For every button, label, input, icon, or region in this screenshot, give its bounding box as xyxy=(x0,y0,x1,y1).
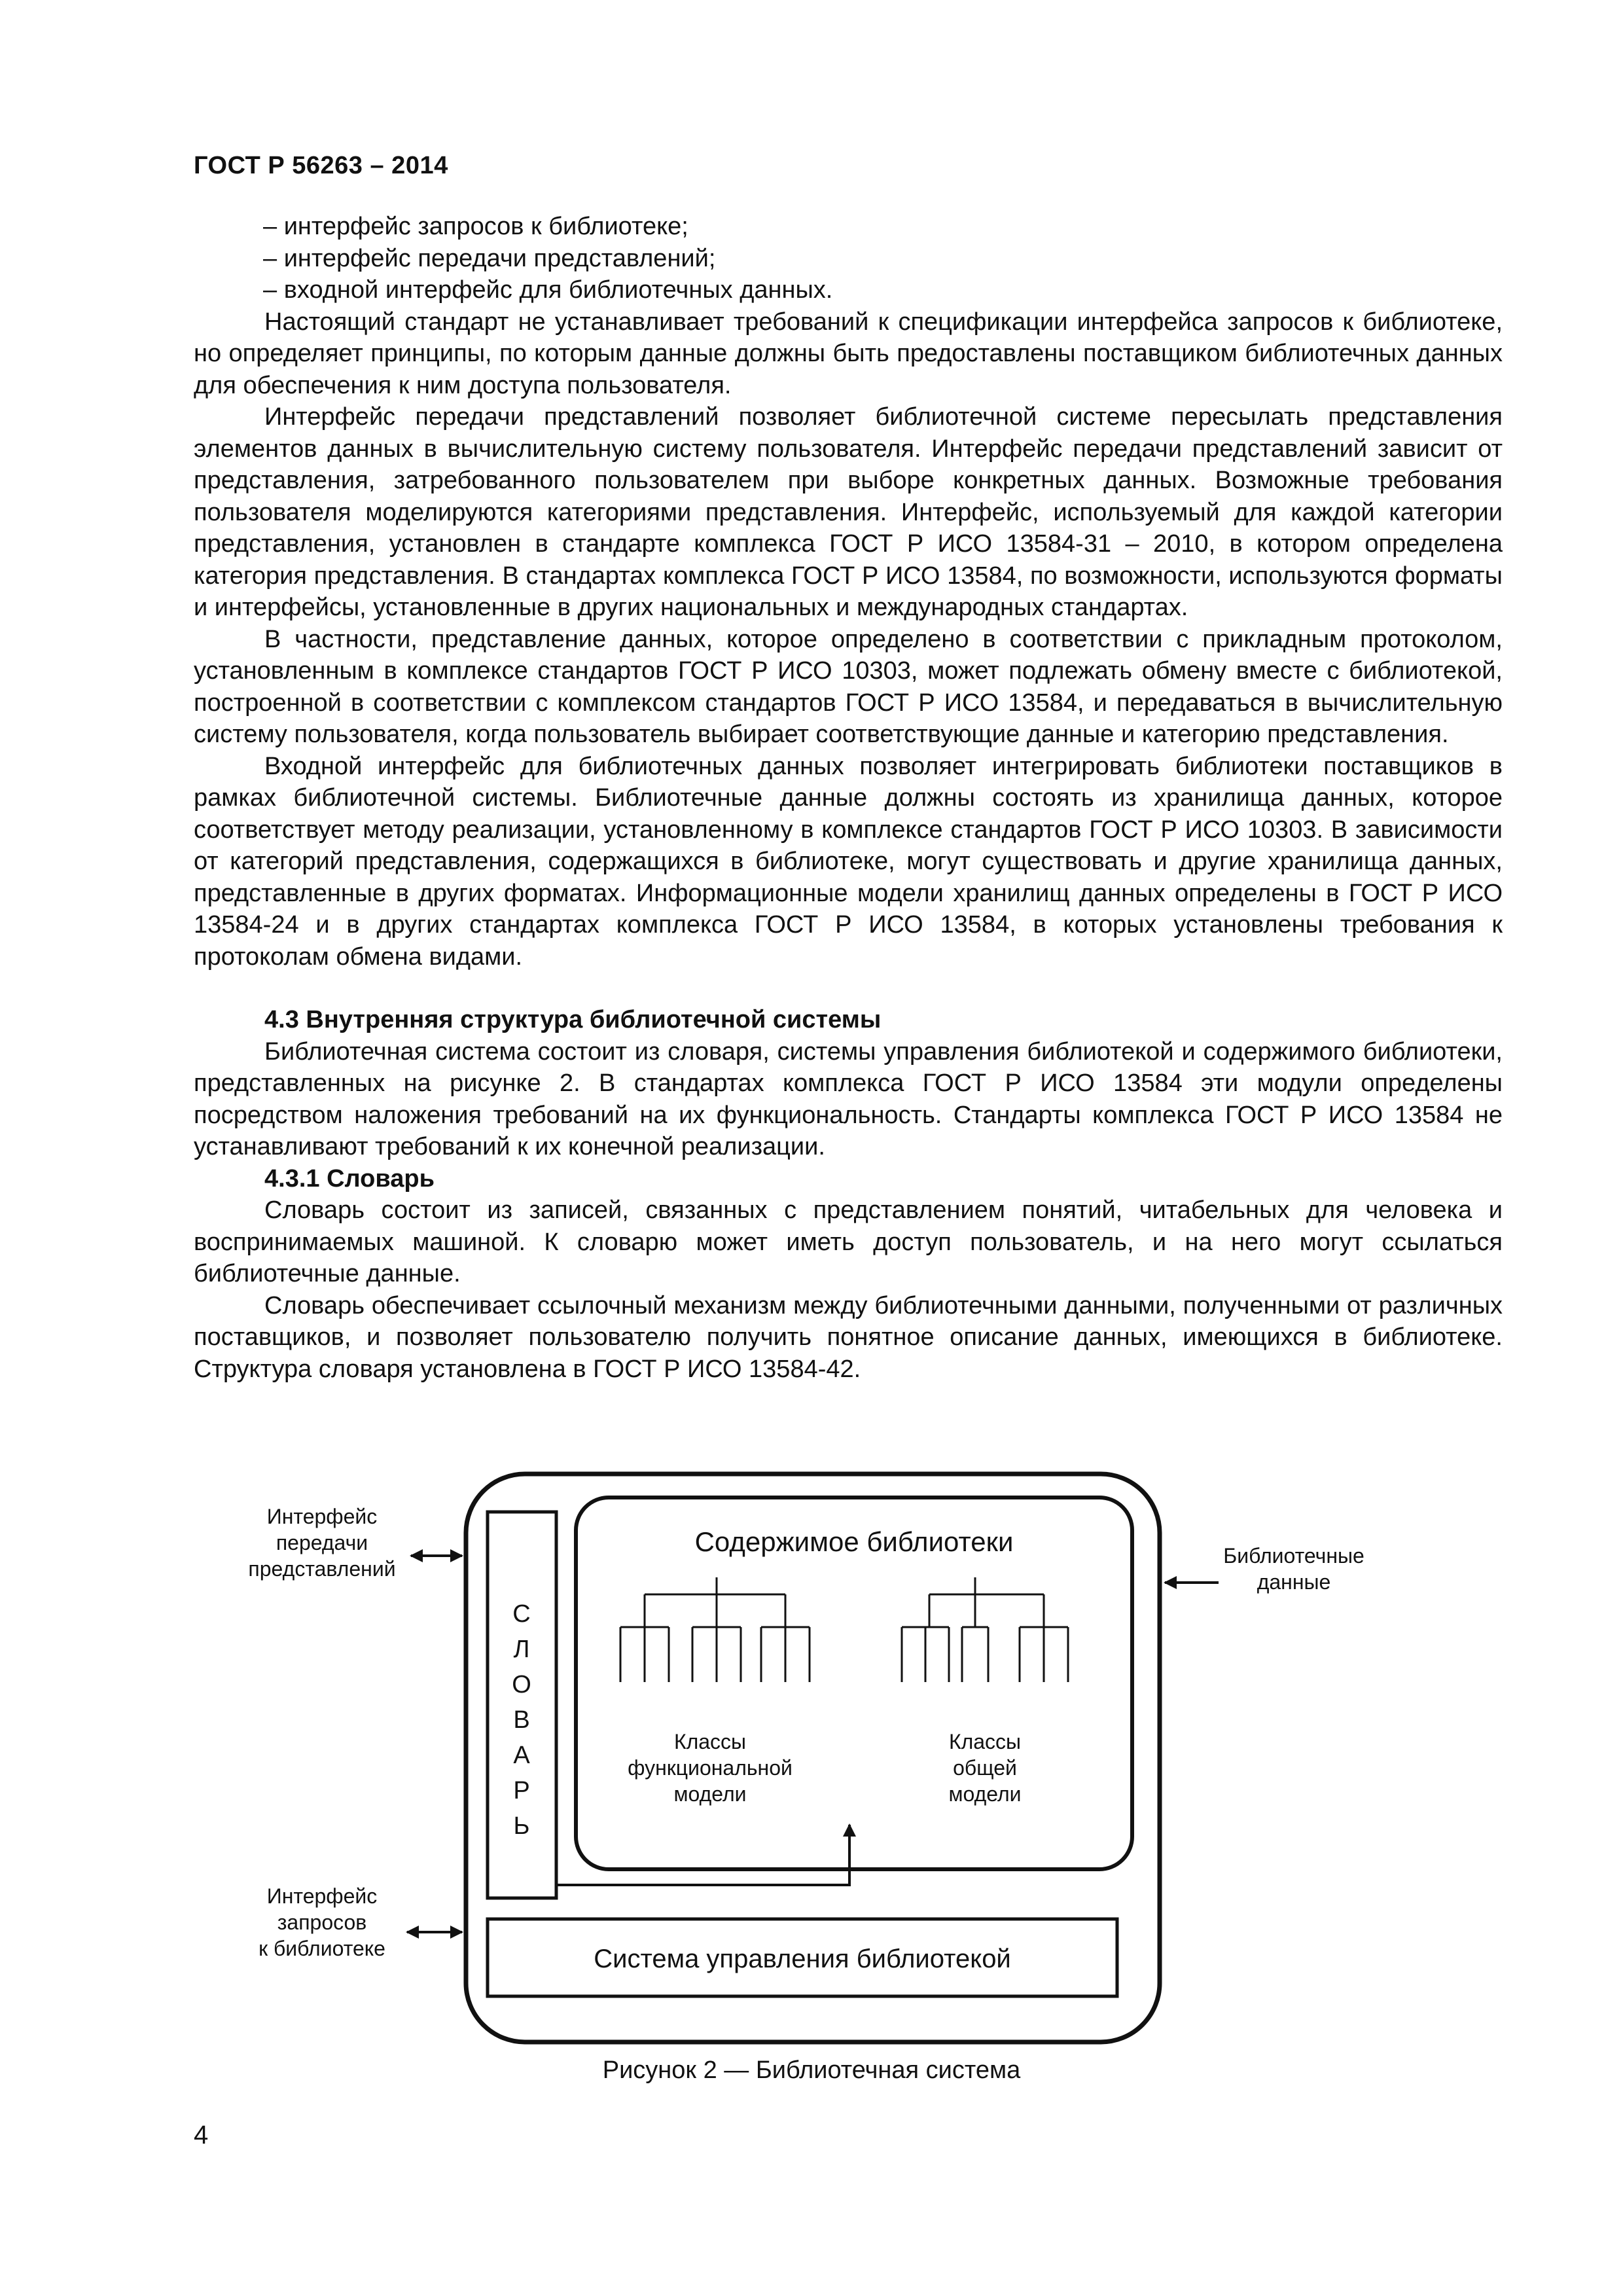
functional-classes-label: Классы xyxy=(673,1730,747,1753)
dictionary-letter: С xyxy=(512,1600,531,1628)
transfer-interface-label: Интерфейс xyxy=(266,1505,378,1528)
figure-caption: Рисунок 2 — Библиотечная система xyxy=(602,2056,1021,2084)
general-classes-label: модели xyxy=(948,1782,1022,1806)
transfer-interface-label: передачи xyxy=(276,1531,368,1554)
dictionary-letter: О xyxy=(512,1671,531,1698)
list-item: – входной интерфейс для библиотечных данных. xyxy=(263,276,833,304)
general-classes-tree xyxy=(902,1577,1068,1682)
functional-classes-label: модели xyxy=(673,1782,747,1806)
page-header: ГОСТ Р 56263 – 2014 xyxy=(194,152,448,179)
library-data-label: Библиотечные xyxy=(1223,1544,1364,1568)
dictionary-letter: В xyxy=(513,1706,530,1734)
dictionary-letter: А xyxy=(513,1742,530,1769)
functional-classes-tree xyxy=(620,1577,810,1682)
section-heading: 4.3 Внутренняя структура библиотечной системы xyxy=(264,1006,882,1033)
library-system-diagram xyxy=(0,1466,1623,2088)
dictionary-letter: Ь xyxy=(513,1812,530,1840)
paragraph: Библиотечная система состоит из словаря, системы управления библиотекой и содержимого библиотеки, представленных на рисунке 2. В стандартах комплекса ГОСТ Р ИСО 13584 эти модули определены посредством наложения требований на их функциональность. Стандарты комплекса ГОСТ Р ИСО 13584 не устанавливают требований к их конечной реализации. xyxy=(194,1037,1503,1160)
list-item: – интерфейс запросов к библиотеке; xyxy=(263,213,688,240)
general-classes-label: Классы xyxy=(948,1730,1022,1753)
body-text xyxy=(194,211,1503,1385)
transfer-interface-label: представлений xyxy=(248,1557,396,1581)
paragraph: Настоящий стандарт не устанавливает требований к спецификации интерфейса запросов к библиотеке, но определяет принципы, по которым данные должны быть предоставлены поставщиком библиотечных данных для обеспечения к ним доступа пользователя. xyxy=(194,308,1503,399)
figure-library-system xyxy=(0,1466,1623,2088)
page-number: 4 xyxy=(194,2121,209,2149)
dictionary-letter: Р xyxy=(513,1777,530,1804)
query-interface-label: запросов xyxy=(277,1910,367,1934)
paragraph: Интерфейс передачи представлений позволяет библиотечной системе пересылать представления элементов данных в вычислительную систему пользователя. Интерфейс передачи представлений зависит от представления, затребованного пользователем при выборе конкретных данных. Возможные требования пользователя моделируются категориями представления. Интерфейс, используемый для каждой категории представления, установлен в стандарте комплекса ГОСТ Р ИСО 13584-31 – 2010, в котором определена категория представления. В стандартах комплекса ГОСТ Р ИСО 13584, по возможности, используются форматы и интерфейсы, установленные в других национальных и международных стандартах. xyxy=(194,403,1503,621)
management-system-label: Система управления библиотекой xyxy=(594,1945,1011,1973)
query-interface-label: к библиотеке xyxy=(259,1937,385,1960)
paragraph: Словарь обеспечивает ссылочный механизм между библиотечными данными, полученными от различных поставщиков, и позволяет пользователю получить понятное описание данных, имеющихся в библиотеке. Структура словаря установлена в ГОСТ Р ИСО 13584-42. xyxy=(194,1291,1503,1383)
dictionary-letter: Л xyxy=(513,1636,530,1663)
dictionary-content-connector xyxy=(556,1825,849,1885)
dictionary-box xyxy=(488,1512,556,1898)
query-interface-label: Интерфейс xyxy=(266,1884,378,1908)
subsection-heading: 4.3.1 Словарь xyxy=(264,1164,435,1193)
paragraph: Входной интерфейс для библиотечных данных позволяет интегрировать библиотеки поставщиков в рамках библиотечной системы. Библиотечные данные должны состоять из хранилища данных, которое соответствует методу реализации, установленному в комплексе стандартов ГОСТ Р ИСО 10303. В зависимости от категорий представления, содержащихся в библиотеке, могут существовать и другие хранилища данных, представленные в других форматах. Информационные модели хранилищ данных определены в ГОСТ Р ИСО 13584-24 и в других стандартах комплекса ГОСТ Р ИСО 13584, в которых установлены требования к протоколам обмена видами. xyxy=(194,752,1503,971)
library-data-label: данные xyxy=(1257,1570,1331,1594)
library-content-title: Содержимое библиотеки xyxy=(694,1526,1014,1557)
paragraph: Словарь состоит из записей, связанных с представлением понятий, читабельных для человека и воспринимаемых машиной. К словарю может иметь доступ пользователь, и на него могут ссылаться библиотечные данные. xyxy=(194,1196,1503,1287)
general-classes-label: общей xyxy=(953,1756,1017,1780)
functional-classes-label: функциональной xyxy=(628,1756,793,1780)
list-item: – интерфейс передачи представлений; xyxy=(263,244,716,272)
paragraph: В частности, представление данных, которое определено в соответствии с прикладным протоколом, установленным в комплексе стандартов ГОСТ Р ИСО 10303, может подлежать обмену вместе с библиотекой, построенной в соответствии с комплексом стандартов ГОСТ Р ИСО 13584, и передаваться в вычислительную систему пользователя, когда пользователь выбирает соответствующие данные и категорию представления. xyxy=(194,625,1503,748)
